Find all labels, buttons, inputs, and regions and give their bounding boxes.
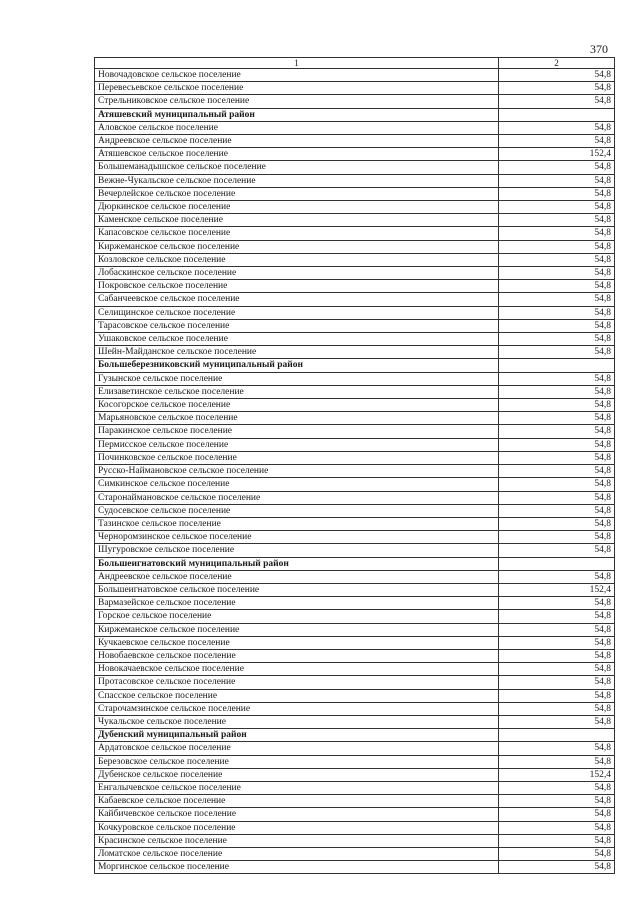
amount-cell: 54,8 <box>499 610 615 623</box>
amount-cell: 54,8 <box>499 689 615 702</box>
amount-cell: 54,8 <box>499 82 615 95</box>
amount-cell: 54,8 <box>499 412 615 425</box>
amount-cell: 54,8 <box>499 649 615 662</box>
amount-cell: 54,8 <box>499 399 615 412</box>
amount-cell <box>499 108 615 121</box>
table-row <box>95 623 615 636</box>
table-row <box>95 544 615 557</box>
amount-cell: 54,8 <box>499 227 615 240</box>
amount-cell: 54,8 <box>499 306 615 319</box>
district-row <box>95 729 615 742</box>
settlement-name: Спасское сельское поселение <box>95 689 499 702</box>
settlement-name: Тазинское сельское поселение <box>95 517 499 530</box>
settlement-name: Шейн-Майданское сельское поселение <box>95 346 499 359</box>
amount-cell: 152,4 <box>499 583 615 596</box>
table-row <box>95 795 615 808</box>
settlement-name: Березовское сельское поселение <box>95 755 499 768</box>
amount-cell: 54,8 <box>499 69 615 82</box>
table-row <box>95 742 615 755</box>
table-row <box>95 372 615 385</box>
amount-cell: 54,8 <box>499 319 615 332</box>
table-row <box>95 240 615 253</box>
amount-cell: 54,8 <box>499 451 615 464</box>
settlement-name: Андреевское сельское поселение <box>95 570 499 583</box>
table-row <box>95 267 615 280</box>
settlement-name: Дюркинское сельское поселение <box>95 201 499 214</box>
table-row <box>95 531 615 544</box>
table-row <box>95 121 615 134</box>
amount-cell: 54,8 <box>499 676 615 689</box>
settlement-name: Ушаковское сельское поселение <box>95 333 499 346</box>
amount-cell: 54,8 <box>499 531 615 544</box>
table-row <box>95 82 615 95</box>
table-row <box>95 847 615 860</box>
amount-cell: 54,8 <box>499 834 615 847</box>
table-row <box>95 663 615 676</box>
amount-cell: 54,8 <box>499 95 615 108</box>
settlement-name: Тарасовское сельское поселение <box>95 319 499 332</box>
settlement-name: Паракинское сельское поселение <box>95 425 499 438</box>
settlement-name: Новобаевское сельское поселение <box>95 649 499 662</box>
table-header-row <box>95 58 615 69</box>
settlement-name: Вармазейское сельское поселение <box>95 597 499 610</box>
amount-cell: 54,8 <box>499 240 615 253</box>
settlement-name: Горское сельское поселение <box>95 610 499 623</box>
amount-cell: 54,8 <box>499 504 615 517</box>
table-row <box>95 333 615 346</box>
settlement-name: Старонаймановское сельское поселение <box>95 491 499 504</box>
table-row <box>95 649 615 662</box>
table-row <box>95 280 615 293</box>
settlement-name: Вечерлейское сельское поселение <box>95 187 499 200</box>
table-row <box>95 161 615 174</box>
table-row <box>95 676 615 689</box>
settlement-name: Атяшевское сельское поселение <box>95 148 499 161</box>
settlement-name: Судосевское сельское поселение <box>95 504 499 517</box>
amount-cell: 54,8 <box>499 781 615 794</box>
table-row <box>95 834 615 847</box>
table-row <box>95 95 615 108</box>
amount-cell: 54,8 <box>499 438 615 451</box>
settlement-name: Починковское сельское поселение <box>95 451 499 464</box>
amount-cell: 54,8 <box>499 517 615 530</box>
settlement-name: Елизаветинское сельское поселение <box>95 385 499 398</box>
amount-cell: 54,8 <box>499 385 615 398</box>
amount-cell: 54,8 <box>499 755 615 768</box>
table-row <box>95 306 615 319</box>
table-row <box>95 253 615 266</box>
amount-cell: 152,4 <box>499 148 615 161</box>
amount-cell <box>499 729 615 742</box>
settlement-name: Новокачаевское сельское поселение <box>95 663 499 676</box>
settlement-name: Каменское сельское поселение <box>95 214 499 227</box>
amount-cell: 54,8 <box>499 187 615 200</box>
table-row <box>95 597 615 610</box>
table-row <box>95 755 615 768</box>
amount-cell: 54,8 <box>499 491 615 504</box>
settlement-table <box>94 57 615 874</box>
settlement-name: Вежне-Чукальское сельское поселение <box>95 174 499 187</box>
amount-cell: 54,8 <box>499 570 615 583</box>
table-row <box>95 504 615 517</box>
settlement-name: Покровское сельское поселение <box>95 280 499 293</box>
table-row <box>95 610 615 623</box>
settlement-name: Шугуровское сельское поселение <box>95 544 499 557</box>
table-row <box>95 319 615 332</box>
district-row <box>95 557 615 570</box>
table-row <box>95 346 615 359</box>
settlement-name: Перевесьевское сельское поселение <box>95 82 499 95</box>
table-row <box>95 478 615 491</box>
table-row <box>95 702 615 715</box>
table-row <box>95 425 615 438</box>
table-row <box>95 201 615 214</box>
table-row <box>95 174 615 187</box>
table-row <box>95 227 615 240</box>
amount-cell: 54,8 <box>499 808 615 821</box>
settlement-name: Старочамзинское сельское поселение <box>95 702 499 715</box>
district-name: Большеберезниковский муниципальный район <box>95 359 499 372</box>
amount-cell: 54,8 <box>499 161 615 174</box>
settlement-name: Сабанчеевское сельское поселение <box>95 293 499 306</box>
table-row <box>95 808 615 821</box>
amount-cell: 54,8 <box>499 293 615 306</box>
amount-cell: 54,8 <box>499 861 615 874</box>
amount-cell: 54,8 <box>499 623 615 636</box>
table-row <box>95 187 615 200</box>
district-name: Большеигнатовский муниципальный район <box>95 557 499 570</box>
table-row <box>95 135 615 148</box>
table-row <box>95 491 615 504</box>
settlement-name: Симкинское сельское поселение <box>95 478 499 491</box>
table-row <box>95 768 615 781</box>
settlement-name: Русско-Наймановское сельское поселение <box>95 465 499 478</box>
settlement-name: Ардатовское сельское поселение <box>95 742 499 755</box>
amount-cell: 54,8 <box>499 636 615 649</box>
settlement-name: Черноромзинское сельское поселение <box>95 531 499 544</box>
amount-cell: 54,8 <box>499 847 615 860</box>
header-col-2: 2 <box>499 58 615 69</box>
settlement-name: Кучкаевское сельское поселение <box>95 636 499 649</box>
amount-cell: 54,8 <box>499 715 615 728</box>
settlement-name: Красинское сельское поселение <box>95 834 499 847</box>
amount-cell: 54,8 <box>499 663 615 676</box>
table-row <box>95 583 615 596</box>
amount-cell: 54,8 <box>499 597 615 610</box>
settlement-name: Протасовское сельское поселение <box>95 676 499 689</box>
amount-cell: 54,8 <box>499 214 615 227</box>
amount-cell: 54,8 <box>499 121 615 134</box>
amount-cell <box>499 557 615 570</box>
settlement-name: Аловское сельское поселение <box>95 121 499 134</box>
table-row <box>95 570 615 583</box>
settlement-name: Кабаевское сельское поселение <box>95 795 499 808</box>
table-row <box>95 451 615 464</box>
amount-cell: 54,8 <box>499 821 615 834</box>
table-row <box>95 148 615 161</box>
district-name: Дубенский муниципальный район <box>95 729 499 742</box>
settlement-name: Новочадовское сельское поселение <box>95 69 499 82</box>
table-row <box>95 465 615 478</box>
amount-cell: 54,8 <box>499 174 615 187</box>
settlement-name: Енгалычевское сельское поселение <box>95 781 499 794</box>
district-row <box>95 108 615 121</box>
settlement-name: Пермисское сельское поселение <box>95 438 499 451</box>
table-row <box>95 781 615 794</box>
amount-cell: 54,8 <box>499 478 615 491</box>
table-row <box>95 385 615 398</box>
settlement-name: Лобаскинское сельское поселение <box>95 267 499 280</box>
amount-cell: 54,8 <box>499 795 615 808</box>
table-row <box>95 636 615 649</box>
settlement-name: Селищинское сельское поселение <box>95 306 499 319</box>
table-row <box>95 69 615 82</box>
page-number: 370 <box>590 42 608 56</box>
table-row <box>95 861 615 874</box>
settlement-name: Стрельниковское сельское поселение <box>95 95 499 108</box>
settlement-name: Козловское сельское поселение <box>95 253 499 266</box>
amount-cell: 54,8 <box>499 702 615 715</box>
settlement-name: Андреевское сельское поселение <box>95 135 499 148</box>
settlement-name: Кочкуровское сельское поселение <box>95 821 499 834</box>
amount-cell: 54,8 <box>499 267 615 280</box>
table-row <box>95 214 615 227</box>
amount-cell: 54,8 <box>499 465 615 478</box>
table-row <box>95 438 615 451</box>
settlement-name: Моргинское сельское поселение <box>95 861 499 874</box>
settlement-name: Косогорское сельское поселение <box>95 399 499 412</box>
settlement-name: Дубенское сельское поселение <box>95 768 499 781</box>
table-row <box>95 689 615 702</box>
settlement-name: Капасовское сельское поселение <box>95 227 499 240</box>
amount-cell <box>499 359 615 372</box>
table-row <box>95 399 615 412</box>
table-row <box>95 293 615 306</box>
amount-cell: 54,8 <box>499 346 615 359</box>
table-row <box>95 821 615 834</box>
district-row <box>95 359 615 372</box>
amount-cell: 54,8 <box>499 425 615 438</box>
amount-cell: 54,8 <box>499 544 615 557</box>
settlement-name: Ломатское сельское поселение <box>95 847 499 860</box>
amount-cell: 152,4 <box>499 768 615 781</box>
district-name: Атяшевский муниципальный район <box>95 108 499 121</box>
settlement-name: Киржеманское сельское поселение <box>95 240 499 253</box>
settlement-name: Киржеманское сельское поселение <box>95 623 499 636</box>
settlement-name: Гузынское сельское поселение <box>95 372 499 385</box>
amount-cell: 54,8 <box>499 201 615 214</box>
table-row <box>95 412 615 425</box>
settlement-name: Кайбичевское сельское поселение <box>95 808 499 821</box>
amount-cell: 54,8 <box>499 135 615 148</box>
settlement-name: Большеманадышское сельское поселение <box>95 161 499 174</box>
amount-cell: 54,8 <box>499 280 615 293</box>
settlement-name: Большеигнатовское сельское поселение <box>95 583 499 596</box>
amount-cell: 54,8 <box>499 742 615 755</box>
table-row <box>95 715 615 728</box>
header-col-1: 1 <box>95 58 499 69</box>
table-row <box>95 517 615 530</box>
amount-cell: 54,8 <box>499 372 615 385</box>
amount-cell: 54,8 <box>499 333 615 346</box>
settlement-name: Марьяновское сельское поселение <box>95 412 499 425</box>
amount-cell: 54,8 <box>499 253 615 266</box>
settlement-name: Чукальское сельское поселение <box>95 715 499 728</box>
